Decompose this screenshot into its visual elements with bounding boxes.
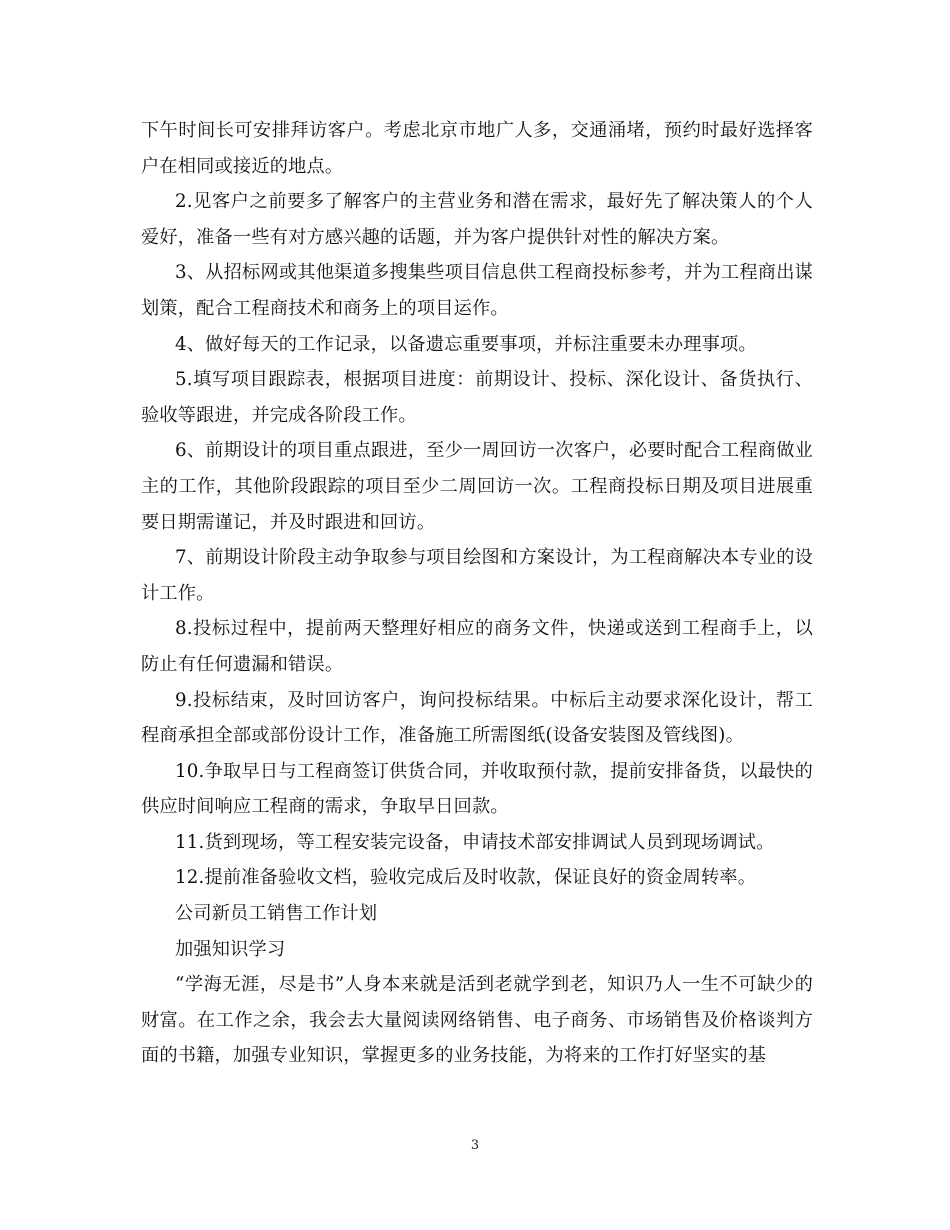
paragraph-item-4: 4、做好每天的工作记录，以备遗忘重要事项，并标注重要未办理事项。 [175, 333, 757, 355]
paragraph-item-8: 8.投标过程中，提前两天整理好相应的商务文件，快递或送到工程商手上，以防止有任何遗漏和错误。 [141, 618, 813, 675]
paragraph-item-10: 10.争取早日与工程商签订供货合同，并收取预付款，提前安排备货，以最快的供应时间响应工程商的需求，争取早日回款。 [141, 760, 813, 818]
paragraph-item-12: 12.提前准备验收文档，验收完成后及时收款，保证良好的资金周转率。 [175, 867, 757, 889]
paragraph-item-6: 6、前期设计的项目重点跟进，至少一周回访一次客户，必要时配合工程商做业主的工作，其他阶段跟踪的项目至少二周回访一次。工程商投标日期及项目进展重要日期需谨记，并及时跟进和回访。 [141, 440, 813, 533]
paragraph-item-9: 9.投标结束，及时回访客户，询问投标结果。中标后主动要求深化设计，帮工程商承担全部或部份设计工作，准备施工所需图纸(设备安装图及管线图)。 [141, 689, 813, 747]
section-heading: 公司新员工销售工作计划 [175, 903, 378, 925]
paragraph-item-7: 7、前期设计阶段主动争取参与项目绘图和方案设计，为工程商解决本专业的设计工作。 [141, 547, 813, 604]
document-body [141, 113, 813, 1074]
paragraph-item-3: 3、从招标网或其他渠道多搜集些项目信息供工程商投标参考，并为工程商出谋划策，配合工程商技术和商务上的项目运作。 [141, 262, 813, 319]
paragraph-continuation: 下午时间长可安排拜访客户。考虑北京市地广人多，交通涌堵，预约时最好选择客户在相同或接近的地点。 [141, 120, 813, 177]
page-number: 3 [470, 1138, 480, 1153]
paragraph-item-11: 11.货到现场，等工程安装完设备，申请技术部安排调试人员到现场调试。 [175, 831, 775, 853]
paragraph-item-2: 2.见客户之前要多了解客户的主营业务和潜在需求，最好先了解决策人的个人爱好，准备一些有对方感兴趣的话题，并为客户提供针对性的解决方案。 [141, 191, 813, 248]
subsection-heading: 加强知识学习 [175, 938, 286, 960]
paragraph-item-5: 5.填写项目跟踪表，根据项目进度：前期设计、投标、深化设计、备货执行、验收等跟进，并完成各阶段工作。 [141, 369, 813, 426]
paragraph-knowledge: “学海无涯，尽是书”人身本来就是活到老就学到老，知识乃人一生不可缺少的财富。在工作之余，我会去大量阅读网络销售、电子商务、市场销售及价格谈判方面的书籍，加强专业知识，掌握更多的业务技能，为将来的工作打好坚实的基 [141, 974, 813, 1067]
